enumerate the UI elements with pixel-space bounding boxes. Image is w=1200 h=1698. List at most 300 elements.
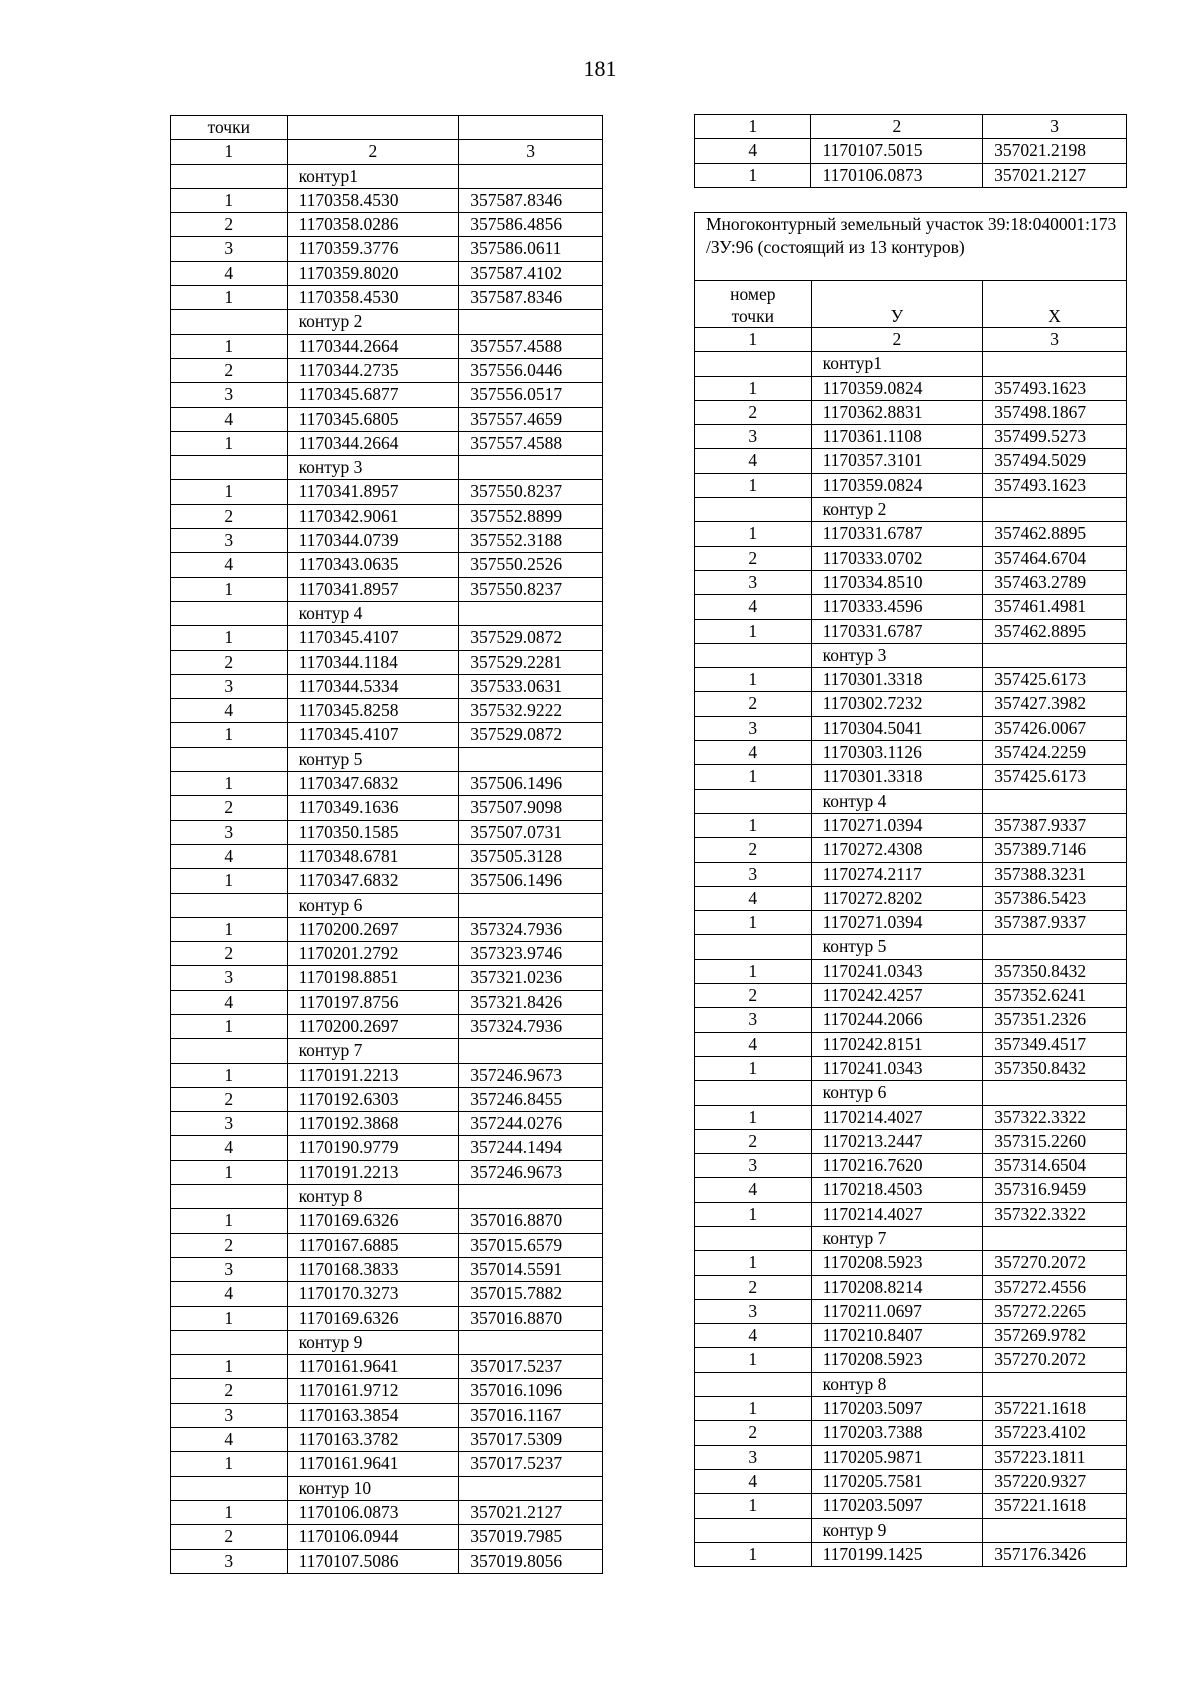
y-coordinate-cell: 1170161.9641: [287, 1452, 459, 1476]
y-coordinate-cell: 1170211.0697: [811, 1299, 983, 1323]
table-header-row: [171, 116, 603, 140]
point-number-cell: 1: [171, 1063, 288, 1087]
x-coordinate-cell: 357350.8432: [983, 1056, 1127, 1080]
x-coordinate-cell: [459, 1185, 603, 1209]
x-coordinate-cell: 357387.9337: [983, 911, 1127, 935]
y-coordinate-cell: 1170333.0702: [811, 546, 983, 570]
contour-section-row: [695, 1081, 1127, 1105]
table-row: [171, 1160, 603, 1184]
y-coordinate-cell: 1170161.9641: [287, 1355, 459, 1379]
y-coordinate-cell: 1170203.7388: [811, 1421, 983, 1445]
point-number-cell: 1: [171, 1500, 288, 1524]
point-number-cell: 1: [171, 1452, 288, 1476]
y-coordinate-cell: 1170208.5923: [811, 1348, 983, 1372]
contour-section-row: [695, 643, 1127, 667]
y-coordinate-cell: 1170107.5015: [811, 139, 983, 163]
table-row: [171, 942, 603, 966]
table-row: [695, 376, 1127, 400]
y-coordinate-cell: 1170106.0873: [287, 1500, 459, 1524]
point-number-cell: 1: [695, 813, 812, 837]
y-coordinate-cell: 1170168.3833: [287, 1257, 459, 1281]
table-row: [695, 1251, 1127, 1275]
point-number-cell: 1: [695, 1494, 812, 1518]
x-coordinate-cell: 357461.4981: [983, 595, 1127, 619]
x-coordinate-cell: [983, 498, 1127, 522]
x-coordinate-cell: 357462.8895: [983, 619, 1127, 643]
y-coordinate-cell: 1170218.4503: [811, 1178, 983, 1202]
y-coordinate-cell: 1170341.8957: [287, 577, 459, 601]
contour-label: контур 9: [287, 1330, 459, 1354]
x-coordinate-cell: 357270.2072: [983, 1348, 1127, 1372]
table-row: [695, 741, 1127, 765]
column-number-cell: 2: [811, 328, 983, 352]
x-coordinate-cell: 357499.5273: [983, 425, 1127, 449]
x-coordinate-cell: 357532.9222: [459, 699, 603, 723]
table-row: [695, 838, 1127, 862]
y-coordinate-cell: 1170107.5086: [287, 1549, 459, 1573]
point-number-cell: 1: [171, 626, 288, 650]
x-coordinate-cell: [459, 310, 603, 334]
y-coordinate-cell: 1170358.4530: [287, 286, 459, 310]
contour-section-row: [171, 456, 603, 480]
x-coordinate-cell: 357017.5309: [459, 1428, 603, 1452]
table-row: [695, 886, 1127, 910]
point-number-cell: 3: [695, 1154, 812, 1178]
point-number-cell: 4: [695, 1324, 812, 1348]
contour-section-row: [695, 789, 1127, 813]
point-number-cell: 3: [695, 1299, 812, 1323]
y-coordinate-cell: 1170197.8756: [287, 990, 459, 1014]
y-coordinate-cell: 1170199.1425: [811, 1542, 983, 1566]
point-number-cell: 1: [171, 188, 288, 212]
y-coordinate-cell: 1170301.3318: [811, 765, 983, 789]
point-number-cell: 2: [171, 1087, 288, 1111]
point-number-cell: 4: [171, 990, 288, 1014]
point-number-cell: 1: [171, 1209, 288, 1233]
contour-section-row: [695, 352, 1127, 376]
y-coordinate-cell: 1170200.2697: [287, 917, 459, 941]
point-number-cell: [171, 1185, 288, 1209]
column-number-cell: 3: [983, 115, 1127, 139]
y-coordinate-cell: 1170271.0394: [811, 911, 983, 935]
x-coordinate-cell: 357552.8899: [459, 504, 603, 528]
x-coordinate-cell: [459, 893, 603, 917]
table-row: [695, 1397, 1127, 1421]
table-row: [695, 163, 1127, 187]
contour-label: контур 6: [811, 1081, 983, 1105]
table-row: [695, 522, 1127, 546]
point-number-cell: 3: [171, 966, 288, 990]
table-row: [695, 1324, 1127, 1348]
y-coordinate-cell: 1170345.6805: [287, 407, 459, 431]
point-number-cell: 3: [171, 237, 288, 261]
y-coordinate-cell: 1170304.5041: [811, 716, 983, 740]
header-cell: [287, 116, 459, 140]
x-coordinate-cell: 357557.4659: [459, 407, 603, 431]
x-coordinate-cell: 357221.1618: [983, 1397, 1127, 1421]
table-row: [171, 772, 603, 796]
table-row: [171, 286, 603, 310]
point-number-cell: 1: [171, 869, 288, 893]
x-coordinate-cell: 357529.0872: [459, 626, 603, 650]
x-coordinate-cell: 357349.4517: [983, 1032, 1127, 1056]
y-coordinate-cell: 1170244.2066: [811, 1008, 983, 1032]
y-coordinate-cell: 1170242.4257: [811, 984, 983, 1008]
point-number-cell: 2: [695, 400, 812, 424]
point-number-cell: [171, 601, 288, 625]
y-coordinate-cell: 1170216.7620: [811, 1154, 983, 1178]
y-coordinate-cell: 1170357.3101: [811, 449, 983, 473]
contour-section-row: [171, 1330, 603, 1354]
table-row: [171, 650, 603, 674]
y-coordinate-cell: 1170201.2792: [287, 942, 459, 966]
x-coordinate-cell: 357220.9327: [983, 1469, 1127, 1493]
point-number-cell: 3: [695, 1008, 812, 1032]
table-row: [171, 917, 603, 941]
table-row: [695, 595, 1127, 619]
x-coordinate-cell: 357270.2072: [983, 1251, 1127, 1275]
x-coordinate-cell: 357316.9459: [983, 1178, 1127, 1202]
table-row: [171, 674, 603, 698]
y-coordinate-cell: 1170344.2735: [287, 358, 459, 382]
y-coordinate-cell: 1170208.5923: [811, 1251, 983, 1275]
x-coordinate-cell: 357550.8237: [459, 480, 603, 504]
table-row: [695, 862, 1127, 886]
x-coordinate-cell: 357389.7146: [983, 838, 1127, 862]
contour-label: контур 6: [287, 893, 459, 917]
table-row: [695, 692, 1127, 716]
y-coordinate-cell: 1170334.8510: [811, 570, 983, 594]
x-coordinate-cell: 357498.1867: [983, 400, 1127, 424]
y-coordinate-cell: 1170358.0286: [287, 213, 459, 237]
x-coordinate-cell: [983, 1226, 1127, 1250]
x-coordinate-cell: 357322.3322: [983, 1105, 1127, 1129]
table-row: [171, 334, 603, 358]
point-number-cell: [171, 456, 288, 480]
x-coordinate-cell: 357388.3231: [983, 862, 1127, 886]
table-row: [695, 619, 1127, 643]
table-row: [695, 1056, 1127, 1080]
contour-label: контур 4: [287, 601, 459, 625]
x-coordinate-cell: [459, 601, 603, 625]
y-coordinate-cell: 1170213.2447: [811, 1129, 983, 1153]
point-number-cell: 1: [695, 1542, 812, 1566]
x-coordinate-cell: [983, 1518, 1127, 1542]
point-number-cell: 4: [171, 1428, 288, 1452]
x-coordinate-cell: 357021.2198: [983, 139, 1127, 163]
table-row: [171, 1233, 603, 1257]
point-number-cell: 2: [171, 1233, 288, 1257]
point-number-cell: 3: [171, 1403, 288, 1427]
contour-label: контур 10: [287, 1476, 459, 1500]
point-number-cell: 2: [695, 1129, 812, 1153]
contour-section-row: [171, 601, 603, 625]
x-coordinate-cell: [983, 789, 1127, 813]
table-row: [171, 407, 603, 431]
y-coordinate-cell: 1170359.3776: [287, 237, 459, 261]
y-coordinate-cell: 1170208.8214: [811, 1275, 983, 1299]
y-coordinate-cell: 1170205.7581: [811, 1469, 983, 1493]
x-coordinate-cell: 357587.8346: [459, 188, 603, 212]
y-coordinate-cell: 1170342.9061: [287, 504, 459, 528]
y-coordinate-cell: 1170349.1636: [287, 796, 459, 820]
point-number-cell: 1: [695, 959, 812, 983]
table-row: [695, 668, 1127, 692]
contour-section-row: [695, 935, 1127, 959]
x-coordinate-cell: 357587.4102: [459, 261, 603, 285]
point-number-cell: 1: [171, 334, 288, 358]
x-coordinate-cell: 357424.2259: [983, 741, 1127, 765]
y-coordinate-cell: 1170210.8407: [811, 1324, 983, 1348]
x-coordinate-cell: 357015.7882: [459, 1282, 603, 1306]
x-coordinate-cell: 357272.4556: [983, 1275, 1127, 1299]
x-coordinate-cell: 357494.5029: [983, 449, 1127, 473]
y-coordinate-cell: 1170106.0944: [287, 1525, 459, 1549]
y-coordinate-cell: 1170161.9712: [287, 1379, 459, 1403]
right-table-body: [695, 213, 1127, 1567]
x-coordinate-cell: 357021.2127: [983, 163, 1127, 187]
x-coordinate-cell: 357324.7936: [459, 917, 603, 941]
column-number-cell: 3: [459, 140, 603, 164]
table-row: [171, 1428, 603, 1452]
table-row: [695, 546, 1127, 570]
x-coordinate-cell: 357507.0731: [459, 820, 603, 844]
point-number-cell: 4: [171, 699, 288, 723]
y-coordinate-cell: 1170345.6877: [287, 383, 459, 407]
contour-section-row: [171, 747, 603, 771]
contour-section-row: [695, 1372, 1127, 1396]
point-number-cell: 1: [695, 163, 811, 187]
column-number-cell: 1: [695, 328, 812, 352]
y-coordinate-cell: 1170242.8151: [811, 1032, 983, 1056]
y-coordinate-cell: 1170190.9779: [287, 1136, 459, 1160]
column-number-row: [171, 140, 603, 164]
point-number-cell: 4: [695, 1032, 812, 1056]
x-coordinate-cell: 357016.1096: [459, 1379, 603, 1403]
x-coordinate-cell: 357314.6504: [983, 1154, 1127, 1178]
y-coordinate-cell: 1170361.1108: [811, 425, 983, 449]
y-coordinate-cell: 1170274.2117: [811, 862, 983, 886]
table-row: [695, 1494, 1127, 1518]
table-row: [171, 237, 603, 261]
header-point-line1: номер: [730, 284, 776, 304]
point-number-cell: 2: [695, 838, 812, 862]
x-coordinate-cell: 357244.0276: [459, 1112, 603, 1136]
point-number-cell: [695, 498, 812, 522]
y-coordinate-cell: 1170167.6885: [287, 1233, 459, 1257]
contour-label: контур 8: [287, 1185, 459, 1209]
table-row: [695, 1105, 1127, 1129]
y-coordinate-cell: 1170359.8020: [287, 261, 459, 285]
table-row: [171, 480, 603, 504]
x-coordinate-cell: 357426.0067: [983, 716, 1127, 740]
table-row: [695, 570, 1127, 594]
y-coordinate-cell: 1170271.0394: [811, 813, 983, 837]
point-number-cell: 1: [171, 1355, 288, 1379]
contour-section-row: [171, 1185, 603, 1209]
y-coordinate-cell: 1170272.4308: [811, 838, 983, 862]
x-coordinate-cell: 357505.3128: [459, 844, 603, 868]
x-coordinate-cell: 357587.8346: [459, 286, 603, 310]
table-row: [171, 844, 603, 868]
x-coordinate-cell: 357321.0236: [459, 966, 603, 990]
y-coordinate-cell: 1170200.2697: [287, 1014, 459, 1038]
y-coordinate-cell: 1170347.6832: [287, 869, 459, 893]
point-number-cell: 1: [695, 1202, 812, 1226]
point-number-cell: 2: [171, 796, 288, 820]
point-number-cell: 1: [695, 1056, 812, 1080]
point-number-cell: 4: [695, 139, 811, 163]
header-y: У: [811, 281, 983, 328]
contour-label: контур1: [811, 352, 983, 376]
contour-section-row: [171, 310, 603, 334]
x-coordinate-cell: 357176.3426: [983, 1542, 1127, 1566]
page-number: 181: [583, 56, 617, 81]
y-coordinate-cell: 1170214.4027: [811, 1202, 983, 1226]
point-number-cell: 1: [171, 286, 288, 310]
table-row: [171, 1549, 603, 1573]
table-row: [695, 1008, 1127, 1032]
table-row: [695, 400, 1127, 424]
table-row: [171, 577, 603, 601]
point-number-cell: [171, 164, 288, 188]
x-coordinate-cell: 357462.8895: [983, 522, 1127, 546]
point-number-cell: 4: [171, 1282, 288, 1306]
table-row: [171, 723, 603, 747]
y-coordinate-cell: 1170348.6781: [287, 844, 459, 868]
contour-label: контур 3: [287, 456, 459, 480]
y-coordinate-cell: 1170241.0343: [811, 1056, 983, 1080]
y-coordinate-cell: 1170163.3854: [287, 1403, 459, 1427]
column-number-cell: 1: [695, 115, 811, 139]
table-row: [695, 1154, 1127, 1178]
point-number-cell: 2: [171, 358, 288, 382]
point-number-cell: 2: [695, 984, 812, 1008]
x-coordinate-cell: 357557.4588: [459, 431, 603, 455]
column-number-row: [695, 115, 1127, 139]
point-number-cell: 1: [171, 1014, 288, 1038]
table-row: [171, 358, 603, 382]
point-number-cell: 1: [171, 723, 288, 747]
y-coordinate-cell: 1170272.8202: [811, 886, 983, 910]
table-row: [171, 1136, 603, 1160]
point-number-cell: 3: [171, 383, 288, 407]
x-coordinate-cell: 357246.9673: [459, 1160, 603, 1184]
point-number-cell: 4: [695, 1178, 812, 1202]
x-coordinate-cell: 357533.0631: [459, 674, 603, 698]
point-number-cell: 3: [695, 716, 812, 740]
header-point-number: [695, 281, 812, 328]
y-coordinate-cell: 1170170.3273: [287, 1282, 459, 1306]
point-number-cell: 1: [171, 772, 288, 796]
y-coordinate-cell: 1170345.4107: [287, 723, 459, 747]
point-number-cell: 2: [695, 692, 812, 716]
table-row: [171, 796, 603, 820]
column-number-cell: 1: [171, 140, 288, 164]
point-number-cell: 1: [171, 917, 288, 941]
contour-label: контур 8: [811, 1372, 983, 1396]
y-coordinate-cell: 1170203.5097: [811, 1397, 983, 1421]
point-number-cell: 3: [695, 570, 812, 594]
table-row: [171, 1379, 603, 1403]
point-number-cell: 2: [695, 1275, 812, 1299]
x-coordinate-cell: 357556.0446: [459, 358, 603, 382]
x-coordinate-cell: 357016.1167: [459, 1403, 603, 1427]
point-number-cell: 3: [171, 1257, 288, 1281]
y-coordinate-cell: 1170106.0873: [811, 163, 983, 187]
point-number-cell: 1: [171, 431, 288, 455]
column-number-row: [695, 328, 1127, 352]
point-number-cell: 1: [171, 1306, 288, 1330]
point-number-cell: 3: [171, 820, 288, 844]
y-coordinate-cell: 1170191.2213: [287, 1160, 459, 1184]
y-coordinate-cell: 1170350.1585: [287, 820, 459, 844]
contour-section-row: [695, 1226, 1127, 1250]
table-row: [171, 431, 603, 455]
contour-label: контур 7: [811, 1226, 983, 1250]
point-number-cell: [695, 352, 812, 376]
y-coordinate-cell: 1170344.2664: [287, 431, 459, 455]
x-coordinate-cell: 357552.3188: [459, 529, 603, 553]
point-number-cell: 2: [695, 1421, 812, 1445]
header-x: Х: [983, 281, 1127, 328]
table-row: [695, 984, 1127, 1008]
point-number-cell: 1: [695, 1251, 812, 1275]
x-coordinate-cell: [459, 747, 603, 771]
x-coordinate-cell: 357507.9098: [459, 796, 603, 820]
x-coordinate-cell: 357586.4856: [459, 213, 603, 237]
point-number-cell: [171, 310, 288, 334]
x-coordinate-cell: 357427.3982: [983, 692, 1127, 716]
table-row: [171, 699, 603, 723]
table-row: [171, 529, 603, 553]
y-coordinate-cell: 1170203.5097: [811, 1494, 983, 1518]
x-coordinate-cell: 357586.0611: [459, 237, 603, 261]
x-coordinate-cell: [983, 352, 1127, 376]
table-row: [695, 1032, 1127, 1056]
y-coordinate-cell: 1170331.6787: [811, 522, 983, 546]
y-coordinate-cell: 1170302.7232: [811, 692, 983, 716]
x-coordinate-cell: 357463.2789: [983, 570, 1127, 594]
x-coordinate-cell: [459, 1330, 603, 1354]
x-coordinate-cell: 357246.8455: [459, 1087, 603, 1111]
contour-label: контур 4: [811, 789, 983, 813]
point-number-cell: 3: [695, 862, 812, 886]
point-number-cell: [695, 789, 812, 813]
table-row: [695, 1445, 1127, 1469]
point-number-cell: 1: [171, 577, 288, 601]
x-coordinate-cell: 357015.6579: [459, 1233, 603, 1257]
y-coordinate-cell: 1170359.0824: [811, 376, 983, 400]
table-row: [171, 1014, 603, 1038]
table-row: [171, 1209, 603, 1233]
x-coordinate-cell: 357352.6241: [983, 984, 1127, 1008]
table-row: [171, 1087, 603, 1111]
x-coordinate-cell: [459, 456, 603, 480]
x-coordinate-cell: 357016.8870: [459, 1209, 603, 1233]
contour-label: контур 2: [287, 310, 459, 334]
x-coordinate-cell: 357493.1623: [983, 473, 1127, 497]
point-number-cell: 4: [171, 553, 288, 577]
x-coordinate-cell: 357557.4588: [459, 334, 603, 358]
point-number-cell: 1: [695, 522, 812, 546]
x-coordinate-cell: [459, 1476, 603, 1500]
left-coordinates-table: [170, 115, 603, 1574]
contour-label: контур 5: [287, 747, 459, 771]
x-coordinate-cell: 357425.6173: [983, 668, 1127, 692]
point-number-cell: 1: [695, 376, 812, 400]
right-continuation-body: [695, 115, 1127, 188]
